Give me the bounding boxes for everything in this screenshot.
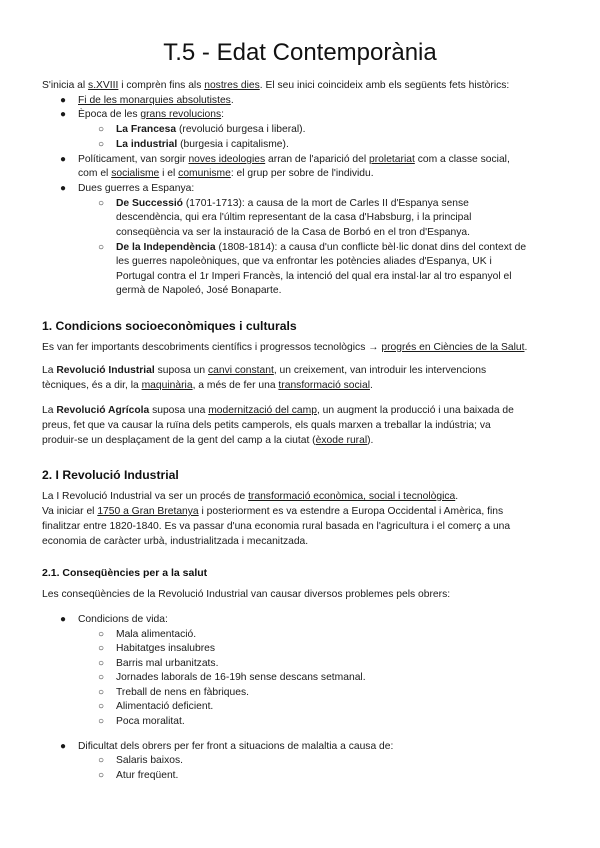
sub-bullet-icon: ○ <box>98 687 105 698</box>
list-item: Barris mal urbanitzats. <box>116 658 219 669</box>
bullet-icon: ● <box>60 614 67 625</box>
list-item-continuation: com el socialisme i el comunisme: el grup per sobre de l'individu. <box>78 168 374 179</box>
list-item: Salaris baixos. <box>116 755 183 766</box>
list-item: Dues guerres a Espanya: <box>78 183 195 194</box>
bullet-icon: ● <box>60 183 67 194</box>
paragraph: Es van fer importants descobriments científics i progressos tecnològics → progrés en Ciències de la Salut. <box>42 342 528 353</box>
sub-bullet-icon: ○ <box>98 242 105 253</box>
paragraph-continuation: tècniques, és a dir, la maquinària, a més de fer una transformació social. <box>42 380 373 391</box>
section-heading: 2. I Revolució Industrial <box>42 468 179 482</box>
list-item: La Francesa (revolució burgesa i liberal). <box>116 124 306 135</box>
list-item-continuation: descendència, qui era l'últim representant de la casa d'Habsburg, i la principal <box>116 212 472 223</box>
sub-bullet-icon: ○ <box>98 629 105 640</box>
sub-bullet-icon: ○ <box>98 658 105 669</box>
list-item: De la Independència (1808-1814): a causa d'un conflicte bèl·lic donat dins del context de <box>116 242 527 253</box>
list-item: Treball de nens en fàbriques. <box>116 687 249 698</box>
list-item: Condicions de vida: <box>78 614 168 625</box>
sub-bullet-icon: ○ <box>98 672 105 683</box>
sub-bullet-icon: ○ <box>98 770 105 781</box>
paragraph-continuation: economia de caràcter urbà, industrialitzada i mecanitzada. <box>42 536 309 547</box>
subsection-heading: 2.1. Conseqüències per a la salut <box>42 567 208 579</box>
paragraph-continuation: produir-se un desplaçament de la gent del camp a la ciutat (èxode rural). <box>42 435 374 446</box>
list-item-continuation: Portugal contra el 1r Imperi Francès, la intenció del qual era instal·lar al tro espanyol el <box>116 271 512 282</box>
list-item: Jornades laborals de 16-19h sense descans setmanal. <box>116 672 366 683</box>
paragraph-continuation: Va iniciar el 1750 a Gran Bretanya i posteriorment es va estendre a Europa Occidental i Amèrica, fins <box>42 506 504 517</box>
section-heading: 1. Condicions socioeconòmiques i culturals <box>42 319 297 333</box>
sub-bullet-icon: ○ <box>98 701 105 712</box>
sub-bullet-icon: ○ <box>98 198 105 209</box>
page-title: T.5 - Edat Contemporània <box>163 39 437 66</box>
bullet-icon: ● <box>60 154 67 165</box>
list-item: Poca moralitat. <box>116 716 185 727</box>
paragraph-continuation: finalitzar entre 1820-1840. Es va passar d'una economia rural basada en l'agricultura i el comerç a una <box>42 521 511 532</box>
list-item-continuation: conseqüència va ser la instauració de la Casa de Borbó en el tron d'Espanya. <box>116 227 470 238</box>
list-item: Mala alimentació. <box>116 629 197 640</box>
list-item-continuation: germà de Napoleó, José Bonaparte. <box>116 285 282 296</box>
paragraph: La Revolució Agrícola suposa una modernització del camp, un augment la producció i una baixada de <box>42 405 514 416</box>
list-item: Fi de les monarquies absolutistes. <box>78 95 234 106</box>
list-item: Atur freqüent. <box>116 770 179 781</box>
sub-bullet-icon: ○ <box>98 643 105 654</box>
intro-paragraph: S'inicia al s.XVIII i comprèn fins als nostres dies. El seu inici coincideix amb els següents fets històrics: <box>42 80 510 91</box>
paragraph-continuation: preus, fet que va causar la ruïna dels petits camperols, els quals marxen a treballar la indústria; va <box>42 420 491 431</box>
bullet-icon: ● <box>60 741 67 752</box>
sub-bullet-icon: ○ <box>98 124 105 135</box>
list-item: Alimentació deficient. <box>116 701 214 712</box>
list-item: La industrial (burgesia i capitalisme). <box>116 139 289 150</box>
list-item: Habitatges insalubres <box>116 643 216 654</box>
list-item: Dificultat dels obrers per fer front a situacions de malaltia a causa de: <box>78 741 394 752</box>
sub-bullet-icon: ○ <box>98 716 105 727</box>
paragraph: La Revolució Industrial suposa un canvi constant, un creixement, van introduir les intervencions <box>42 365 487 376</box>
paragraph: Les conseqüències de la Revolució Industrial van causar diversos problemes pels obrers: <box>42 589 451 600</box>
paragraph: La I Revolució Industrial va ser un procés de transformació econòmica, social i tecnològica. <box>42 491 459 502</box>
list-item: Època de les grans revolucions: <box>78 109 224 120</box>
sub-bullet-icon: ○ <box>98 755 105 766</box>
list-item-continuation: les guerres napoleòniques, que va enfrontar les potències aliades d'Espanya, UK i <box>116 256 492 267</box>
bullet-icon: ● <box>60 95 67 106</box>
list-item: Políticament, van sorgir noves ideologies arran de l'aparició del proletariat com a classe social, <box>78 154 510 165</box>
bullet-icon: ● <box>60 109 67 120</box>
list-item: De Successió (1701-1713): a causa de la mort de Carles II d'Espanya sense <box>116 198 469 209</box>
sub-bullet-icon: ○ <box>98 139 105 150</box>
